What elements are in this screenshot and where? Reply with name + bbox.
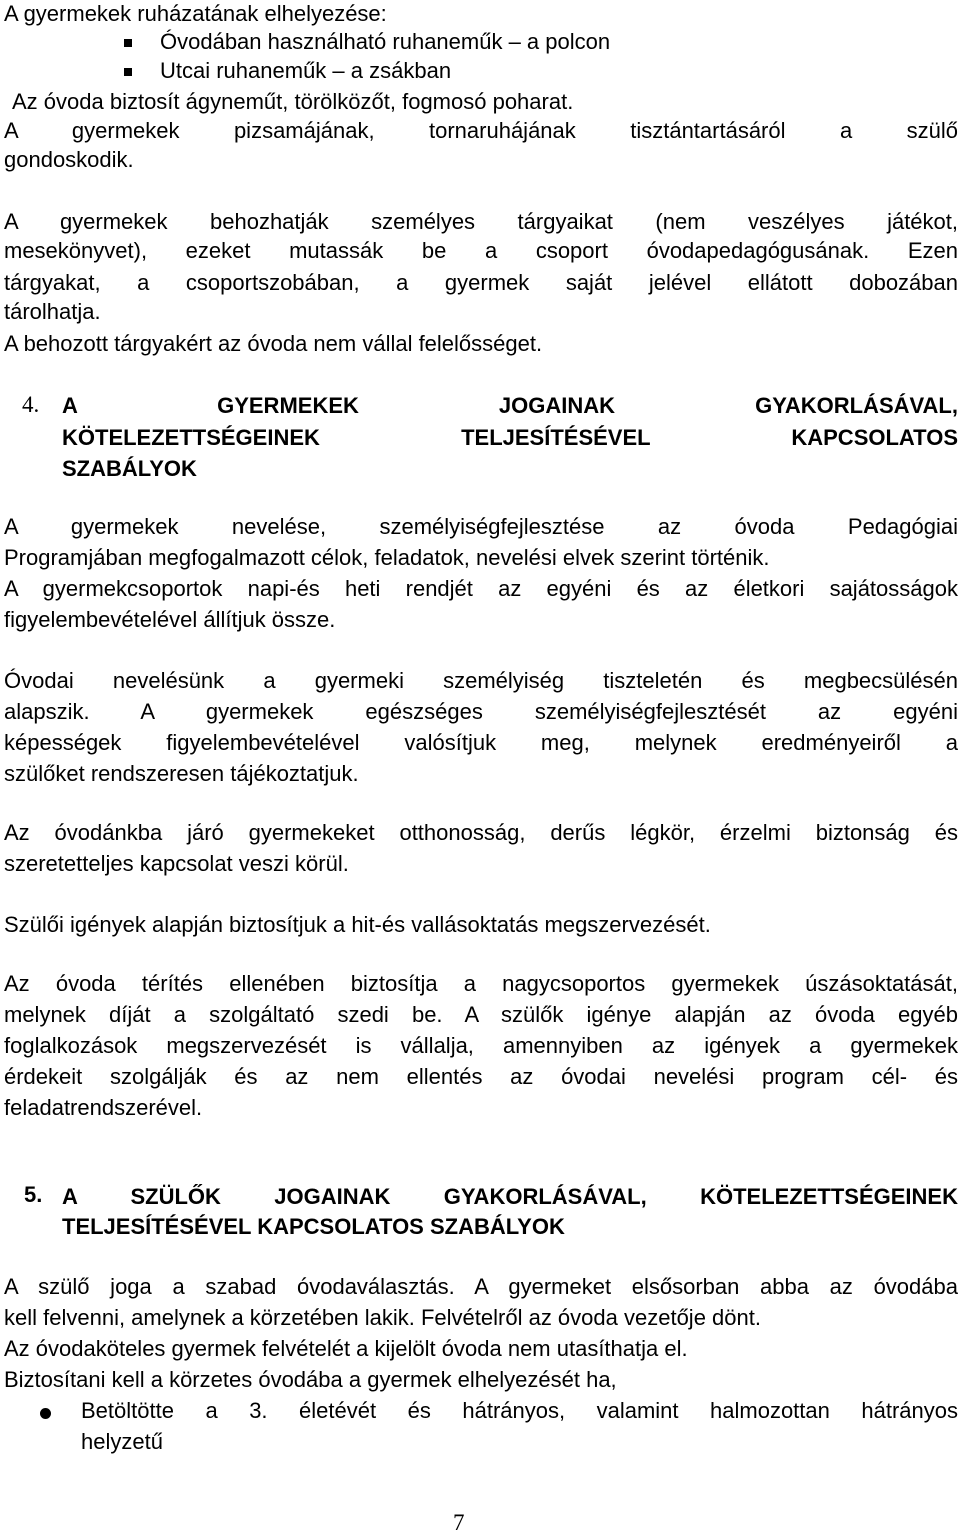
page-number: 7 bbox=[453, 1510, 465, 1535]
square-bullet-icon bbox=[124, 39, 132, 47]
text-line: Biztosítani kell a körzetes óvodába a gyermek elhelyezését ha, bbox=[4, 1367, 617, 1392]
text-line: tárolhatja. bbox=[4, 299, 101, 324]
clothing-item: Óvodában használható ruhaneműk – a polcon bbox=[160, 29, 611, 54]
text-line: A gyermekek pizsamájának, tornaruhájának tisztántartásáról a szülő bbox=[4, 118, 958, 143]
text-line: Óvodai nevelésünk a gyermeki személyiség tiszteletén és megbecsülésén bbox=[4, 668, 958, 693]
section-number: 5. bbox=[24, 1182, 43, 1207]
square-bullet-icon bbox=[124, 68, 132, 76]
round-bullet-icon bbox=[40, 1408, 51, 1419]
text-line: Az óvoda biztosít ágyneműt, törölközőt, fogmosó poharat. bbox=[12, 89, 574, 114]
text-line: Az óvodánkba járó gyermekeket otthonosság, derűs légkör, érzelmi biztonság és bbox=[4, 820, 958, 845]
text-line: kell felvenni, amelynek a körzetében lakik. Felvételről az óvoda vezetője dönt. bbox=[4, 1305, 761, 1330]
text-line: A behozott tárgyakért az óvoda nem vállal felelősséget. bbox=[4, 331, 543, 356]
text-line: szeretetteljes kapcsolat veszi körül. bbox=[4, 851, 349, 876]
text-line: mesekönyvet), ezeket mutassák be a csoport óvodapedagógusának. Ezen bbox=[4, 238, 958, 263]
clothing-item: Utcai ruhaneműk – a zsákban bbox=[160, 58, 452, 83]
text-line: Szülői igények alapján biztosítjuk a hit-és vallásoktatás megszervezését. bbox=[4, 912, 711, 937]
text-line: alapszik. A gyermekek egészséges személyiségfejlesztését az egyéni bbox=[4, 699, 958, 724]
bullet-text: helyzetű bbox=[81, 1429, 163, 1454]
text-line: A szülő joga a szabad óvodaválasztás. A gyermeket elsősorban abba az óvodába bbox=[4, 1274, 958, 1299]
text-line: Az óvoda térítés ellenében biztosítja a nagycsoportos gyermekek úszásoktatását, bbox=[4, 971, 958, 996]
text-line: Programjában megfogalmazott célok, feladatok, nevelési elvek szerint történik. bbox=[4, 545, 770, 570]
text-line: feladatrendszerével. bbox=[4, 1095, 203, 1120]
text-line: képességek figyelembevételével valósítjuk meg, melynek eredményeiről a bbox=[4, 730, 958, 755]
text-line: gondoskodik. bbox=[4, 147, 134, 172]
text-line: tárgyakat, a csoportszobában, a gyermek saját jelével ellátott dobozában bbox=[4, 270, 958, 295]
section-heading: A GYERMEKEK JOGAINAK GYAKORLÁSÁVAL, bbox=[62, 393, 958, 418]
bullet-text: Betöltötte a 3. életévét és hátrányos, valamint halmozottan hátrányos bbox=[81, 1398, 958, 1423]
clothing-title: A gyermekek ruházatának elhelyezése: bbox=[4, 1, 387, 26]
text-line: A gyermekek nevelése, személyiségfejlesztése az óvoda Pedagógiai bbox=[4, 514, 958, 539]
text-line: A gyermekek behozhatják személyes tárgyaikat (nem veszélyes játékot, bbox=[4, 209, 958, 234]
text-line: érdekeit szolgálják és az nem ellentés az óvodai nevelési program cél- és bbox=[4, 1064, 958, 1089]
text-line: melynek díját a szolgáltató szedi be. A szülők igénye alapján az óvoda egyéb bbox=[4, 1002, 958, 1027]
text-line: A gyermekcsoportok napi-és heti rendjét az egyéni és az életkori sajátosságok bbox=[4, 576, 958, 601]
text-line: foglalkozások megszervezését is vállalja, amennyiben az igények a gyermekek bbox=[4, 1033, 958, 1058]
section-heading: TELJESÍTÉSÉVEL KAPCSOLATOS SZABÁLYOK bbox=[62, 1214, 565, 1239]
text-line: figyelembevételével állítjuk össze. bbox=[4, 607, 336, 632]
text-line: Az óvodaköteles gyermek felvételét a kijelölt óvoda nem utasíthatja el. bbox=[4, 1336, 688, 1361]
section-heading: A SZÜLŐK JOGAINAK GYAKORLÁSÁVAL, KÖTELEZETTSÉGEINEK bbox=[62, 1184, 958, 1209]
section-number: 4. bbox=[22, 392, 40, 417]
section-heading: KÖTELEZETTSÉGEINEK TELJESÍTÉSÉVEL KAPCSOLATOS bbox=[62, 425, 958, 450]
text-line: szülőket rendszeresen tájékoztatjuk. bbox=[4, 761, 359, 786]
section-heading: SZABÁLYOK bbox=[62, 456, 197, 481]
